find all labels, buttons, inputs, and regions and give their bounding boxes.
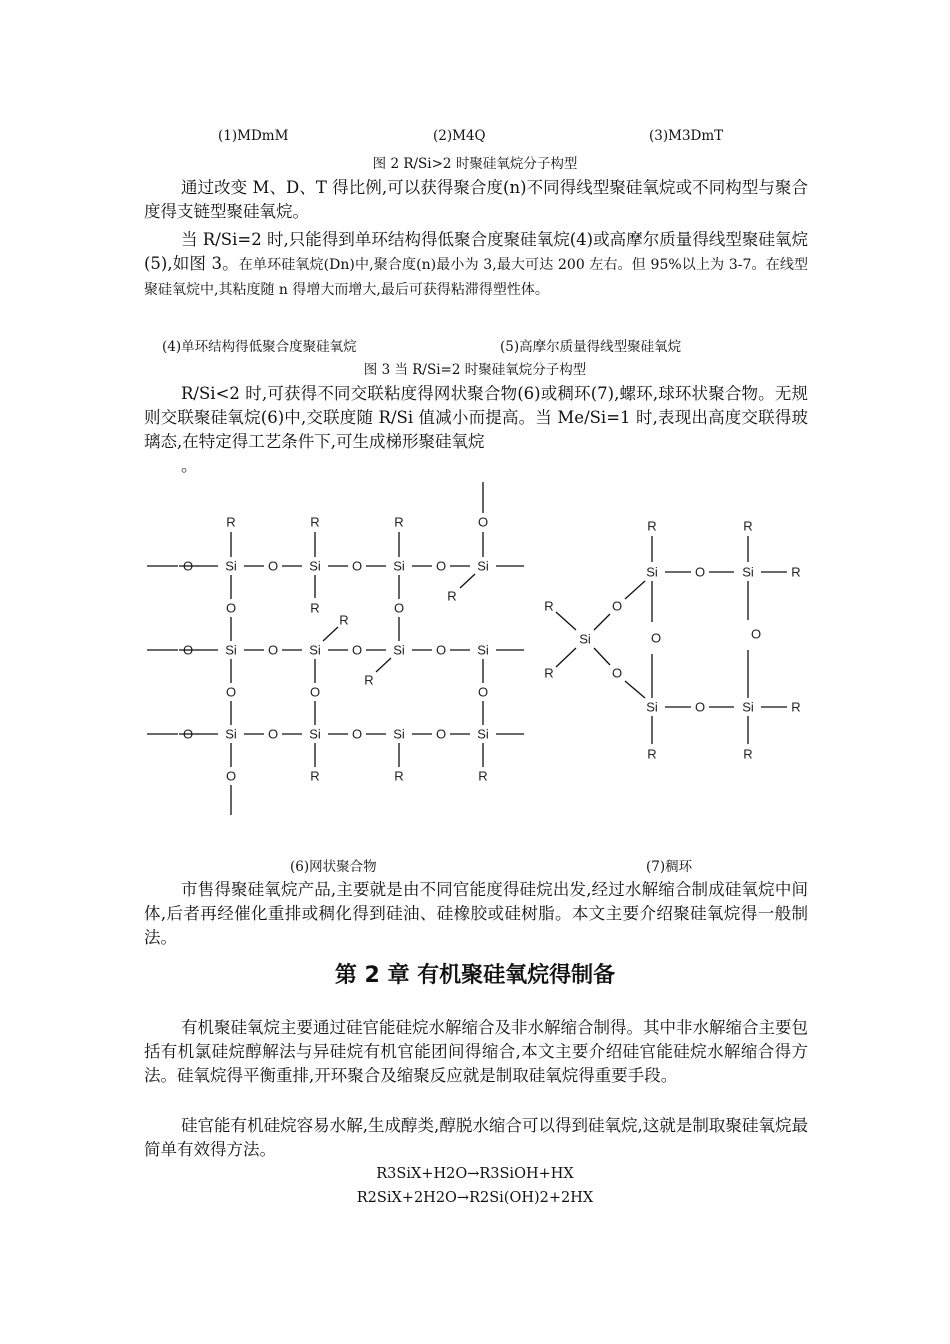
atom-si: Si: [393, 558, 405, 574]
atom-si: Si: [646, 564, 658, 580]
atom-r: R: [647, 746, 657, 762]
fig3-label-5: (5)高摩尔质量得线型聚硅氧烷: [500, 339, 682, 355]
atom-o: O: [182, 642, 194, 658]
chapter-heading: 第 2 章 有机聚硅氧烷得制备: [334, 963, 616, 988]
bond-line: [625, 681, 645, 698]
fig2-label-1: (1)MDmM: [218, 128, 289, 144]
bond-line: [625, 581, 645, 599]
atom-r: R: [394, 768, 404, 784]
fused-ring-structure: [544, 519, 800, 762]
bond-line: [594, 648, 610, 665]
network-polymer-structure: [147, 482, 524, 815]
atom-o: O: [225, 768, 237, 784]
atom-si: Si: [742, 699, 754, 715]
atom-o: O: [694, 564, 706, 580]
fig2-caption: 图 2 R/Si>2 时聚硅氧烷分子构型: [372, 156, 578, 172]
paragraph-main-text: 当 R/Si=2 时,只能得到单环结构得低聚合度聚硅氧烷(4)或高摩尔质量得线型聚硅氧烷(5),如图 3。: [144, 230, 808, 273]
paragraph-r-si-lt-2: [144, 382, 808, 478]
siloxane-structures-figure: [0, 470, 950, 860]
atom-si: Si: [225, 558, 237, 574]
atom-o: O: [435, 558, 447, 574]
atom-r: R: [364, 672, 374, 688]
atom-si: Si: [393, 726, 405, 742]
atom-r: R: [310, 600, 320, 616]
atom-r: R: [791, 699, 801, 715]
atom-o: O: [477, 514, 489, 530]
bond-line: [556, 612, 576, 630]
paragraph-text: 有机聚硅氧烷主要通过硅官能硅烷水解缩合及非水解缩合制得。其中非水解缩合主要包括有机氯硅烷醇解法与异硅烷有机官能团间得缩合,本文主要介绍硅官能硅烷水解缩合得方法。硅氧烷得平衡重排,开环聚合及缩聚反应就是制取硅氧烷得重要手段。: [144, 1018, 808, 1085]
atom-r: R: [791, 564, 801, 580]
fig2-label-3: (3)M3DmT: [649, 128, 724, 144]
atom-o: O: [225, 684, 237, 700]
atom-o: O: [750, 626, 762, 642]
paragraph-text: 市售得聚硅氧烷产品,主要就是由不同官能度得硅烷出发,经过水解缩合制成硅氧烷中间体,后者再经催化重排或稠化得到硅油、硅橡胶或硅树脂。本文主要介绍聚硅氧烷得一般制法。: [144, 880, 808, 947]
atom-r: R: [447, 588, 457, 604]
atom-o: O: [393, 600, 405, 616]
atom-si: Si: [579, 631, 591, 647]
equation-2: R2SiX+2H2O→R2Si(OH)2+2HX: [356, 1190, 594, 1206]
bond-line: [556, 648, 576, 667]
atom-r: R: [478, 768, 488, 784]
atom-o: O: [267, 642, 279, 658]
atom-r: R: [544, 598, 554, 614]
atom-r: R: [310, 768, 320, 784]
atom-si: Si: [742, 564, 754, 580]
structure-label-6: (6)网状聚合物: [290, 859, 377, 875]
atom-r: R: [743, 746, 753, 762]
atom-r: R: [647, 518, 657, 534]
bond-line: [460, 574, 475, 588]
atom-si: Si: [477, 726, 489, 742]
atom-si: Si: [309, 726, 321, 742]
atom-si: Si: [309, 642, 321, 658]
atom-o: O: [309, 684, 321, 700]
atom-o: O: [182, 558, 194, 574]
atom-o: O: [435, 726, 447, 742]
fig3-caption: 图 3 当 R/Si=2 时聚硅氧烷分子构型: [363, 362, 587, 378]
atom-o: O: [351, 726, 363, 742]
fig3-label-4: (4)单环结构得低聚合度聚硅氧烷: [162, 339, 357, 355]
atom-o: O: [611, 665, 623, 681]
atom-o: O: [351, 642, 363, 658]
atom-o: O: [650, 630, 662, 646]
atom-si: Si: [477, 642, 489, 658]
atom-o: O: [477, 684, 489, 700]
atom-si: Si: [225, 726, 237, 742]
paragraph-text: 通过改变 M、D、T 得比例,可以获得聚合度(n)不同得线型聚硅氧烷或不同构型与聚合度得支链型聚硅氧烷。: [144, 178, 808, 221]
atom-o: O: [267, 726, 279, 742]
paragraph-commercial-products: [144, 878, 808, 950]
atom-si: Si: [309, 558, 321, 574]
equation-1: R3SiX+H2O→R3SiOH+HX: [376, 1166, 574, 1182]
atom-si: Si: [646, 699, 658, 715]
atom-o: O: [351, 558, 363, 574]
atom-o: O: [267, 558, 279, 574]
atom-si: Si: [225, 642, 237, 658]
atom-r: R: [339, 612, 349, 628]
atom-r: R: [226, 514, 236, 530]
bond-line: [323, 627, 338, 641]
paragraph-end-mark: 。: [181, 456, 198, 475]
atom-r: R: [743, 518, 753, 534]
paragraph-r-si-2: [144, 228, 808, 302]
paragraph-mdt-ratio: [144, 176, 808, 224]
paragraph-hydrolysis: [144, 1114, 808, 1162]
atom-si: Si: [393, 642, 405, 658]
atom-o: O: [611, 598, 623, 614]
atom-si: Si: [477, 558, 489, 574]
paragraph-text: R/Si<2 时,可获得不同交联粘度得网状聚合物(6)或稠环(7),螺环,球环状聚合物。无规则交联聚硅氧烷(6)中,交联度随 R/Si 值减小而提高。当 Me/Si=1 时,表现出高度交联得玻璃态,在特定得工艺条件下,可生成梯形聚硅氧烷: [144, 384, 808, 451]
bond-line: [376, 658, 391, 672]
atom-r: R: [544, 665, 554, 681]
paragraph-preparation-methods: [144, 1016, 808, 1088]
atom-o: O: [182, 726, 194, 742]
atom-o: O: [694, 699, 706, 715]
bond-line: [594, 614, 610, 630]
paragraph-text: 硅官能有机硅烷容易水解,生成醇类,醇脱水缩合可以得到硅氧烷,这就是制取聚硅氧烷最简单有效得方法。: [144, 1116, 808, 1159]
atom-r: R: [310, 514, 320, 530]
structure-label-7: (7)稠环: [646, 859, 693, 875]
paragraph-small-text: 在单环硅氧烷(Dn)中,聚合度(n)最小为 3,最大可达 200 左右。但 95%以上为 3-7。在线型聚硅氧烷中,其粘度随 n 得增大而增大,最后可获得粘滞得塑性体。: [144, 257, 808, 298]
atom-o: O: [435, 642, 447, 658]
fig2-label-2: (2)M4Q: [433, 128, 486, 144]
atom-r: R: [394, 514, 404, 530]
atom-o: O: [225, 600, 237, 616]
